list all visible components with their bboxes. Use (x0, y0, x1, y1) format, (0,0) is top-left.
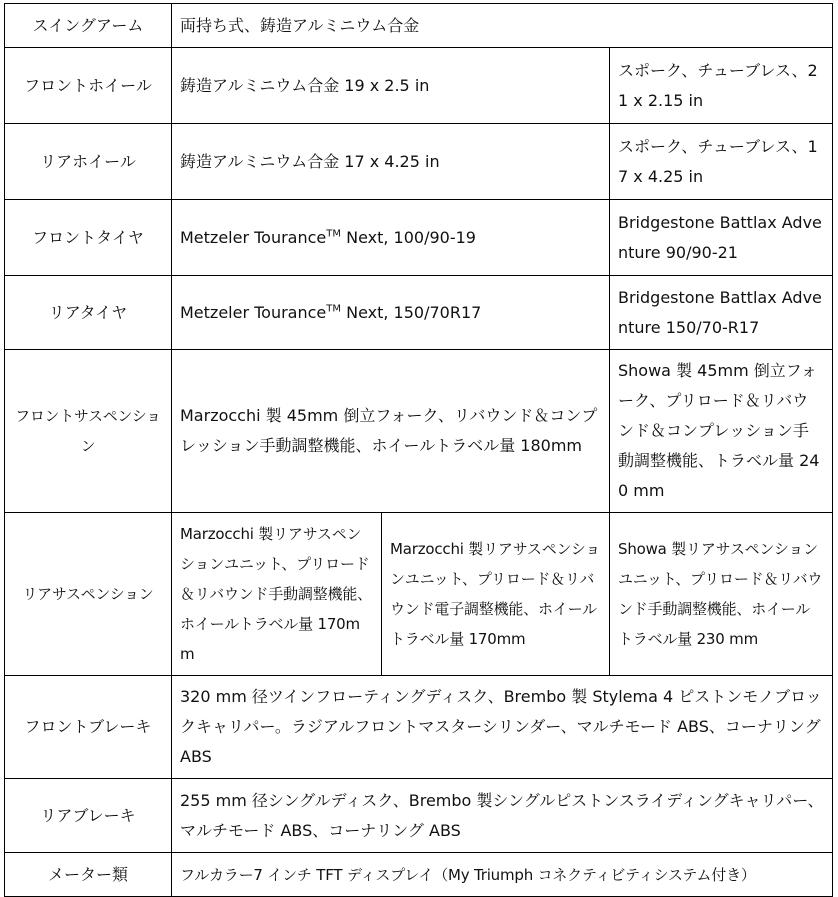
rear-tyre-value-metzeler (172, 276, 610, 350)
front-wheel-value-spoke: スポーク、チューブレス、21 x 2.15 in (610, 48, 833, 124)
rear-suspension-value-manual: Marzocchi 製リアサスペンションユニット、プリロード＆リバウンド手動調整機能、ホイールトラベル量 170mm (172, 513, 382, 676)
table-row-swing-arm (5, 4, 833, 48)
row-label: リアサスペンション (5, 513, 172, 676)
table-row-rear-suspension (5, 513, 833, 676)
front-wheel-value-cast: 鋳造アルミニウム合金 19 x 2.5 in (172, 48, 610, 124)
row-label: リアホイール (5, 124, 172, 200)
row-label: メーター類 (5, 853, 172, 897)
front-tyre-value-metzeler (172, 200, 610, 276)
table-row-rear-wheel (5, 124, 833, 200)
trademark-mark: TM (326, 228, 342, 240)
tyre-brand: Metzeler Tourance (180, 302, 327, 322)
row-label: フロントホイール (5, 48, 172, 124)
row-label: フロントサスペンション (5, 350, 172, 513)
rear-tyre-value-bridgestone: Bridgestone Battlax Adventure 150/70-R17 (610, 276, 833, 350)
table-row-front-suspension (5, 350, 833, 513)
row-label: フロントブレーキ (5, 676, 172, 779)
tyre-brand: Metzeler Tourance (180, 227, 327, 247)
front-suspension-value-marzocchi: Marzocchi 製 45mm 倒立フォーク、リバウンド＆コンプレッション手動調整機能、ホイールトラベル量 180mm (172, 350, 610, 513)
table-row-front-brake (5, 676, 833, 779)
trademark-mark: TM (326, 303, 342, 315)
rear-suspension-value-electronic: Marzocchi 製リアサスペンションユニット、プリロード＆リバウンド電子調整機能、ホイールトラベル量 170mm (382, 513, 610, 676)
table-row-rear-brake (5, 779, 833, 853)
swing-arm-value: 両持ち式、鋳造アルミニウム合金 (172, 4, 833, 48)
rear-brake-value: 255 mm 径シングルディスク、Brembo 製シングルピストンスライディングキャリパー、マルチモード ABS、コーナリング ABS (172, 779, 833, 853)
rear-suspension-value-showa: Showa 製リアサスペンションユニット、プリロード＆リバウンド手動調整機能、ホイールトラベル量 230 mm (610, 513, 833, 676)
spec-table (4, 3, 833, 897)
table-row-rear-tyre (5, 276, 833, 350)
row-label: フロントタイヤ (5, 200, 172, 276)
row-label: リアタイヤ (5, 276, 172, 350)
table-row-front-tyre (5, 200, 833, 276)
front-tyre-value-bridgestone: Bridgestone Battlax Adventure 90/90-21 (610, 200, 833, 276)
front-suspension-value-showa: Showa 製 45mm 倒立フォーク、プリロード＆リバウンド＆コンプレッション手動調整機能、トラベル量 240 mm (610, 350, 833, 513)
front-brake-value: 320 mm 径ツインフローティングディスク、Brembo 製 Stylema 4 ピストンモノブロックキャリパー。ラジアルフロントマスターシリンダー、マルチモード ABS、コーナリング ABS (172, 676, 833, 779)
tyre-size: Next, 150/70R17 (341, 302, 482, 322)
table-row-front-wheel (5, 48, 833, 124)
row-label: スイングアーム (5, 4, 172, 48)
rear-wheel-value-spoke: スポーク、チューブレス、17 x 4.25 in (610, 124, 833, 200)
instruments-value: フルカラー7 インチ TFT ディスプレイ（My Triumph コネクティビティシステム付き） (172, 853, 833, 897)
row-label: リアブレーキ (5, 779, 172, 853)
rear-wheel-value-cast: 鋳造アルミニウム合金 17 x 4.25 in (172, 124, 610, 200)
tyre-size: Next, 100/90-19 (341, 227, 476, 247)
table-row-instruments (5, 853, 833, 897)
